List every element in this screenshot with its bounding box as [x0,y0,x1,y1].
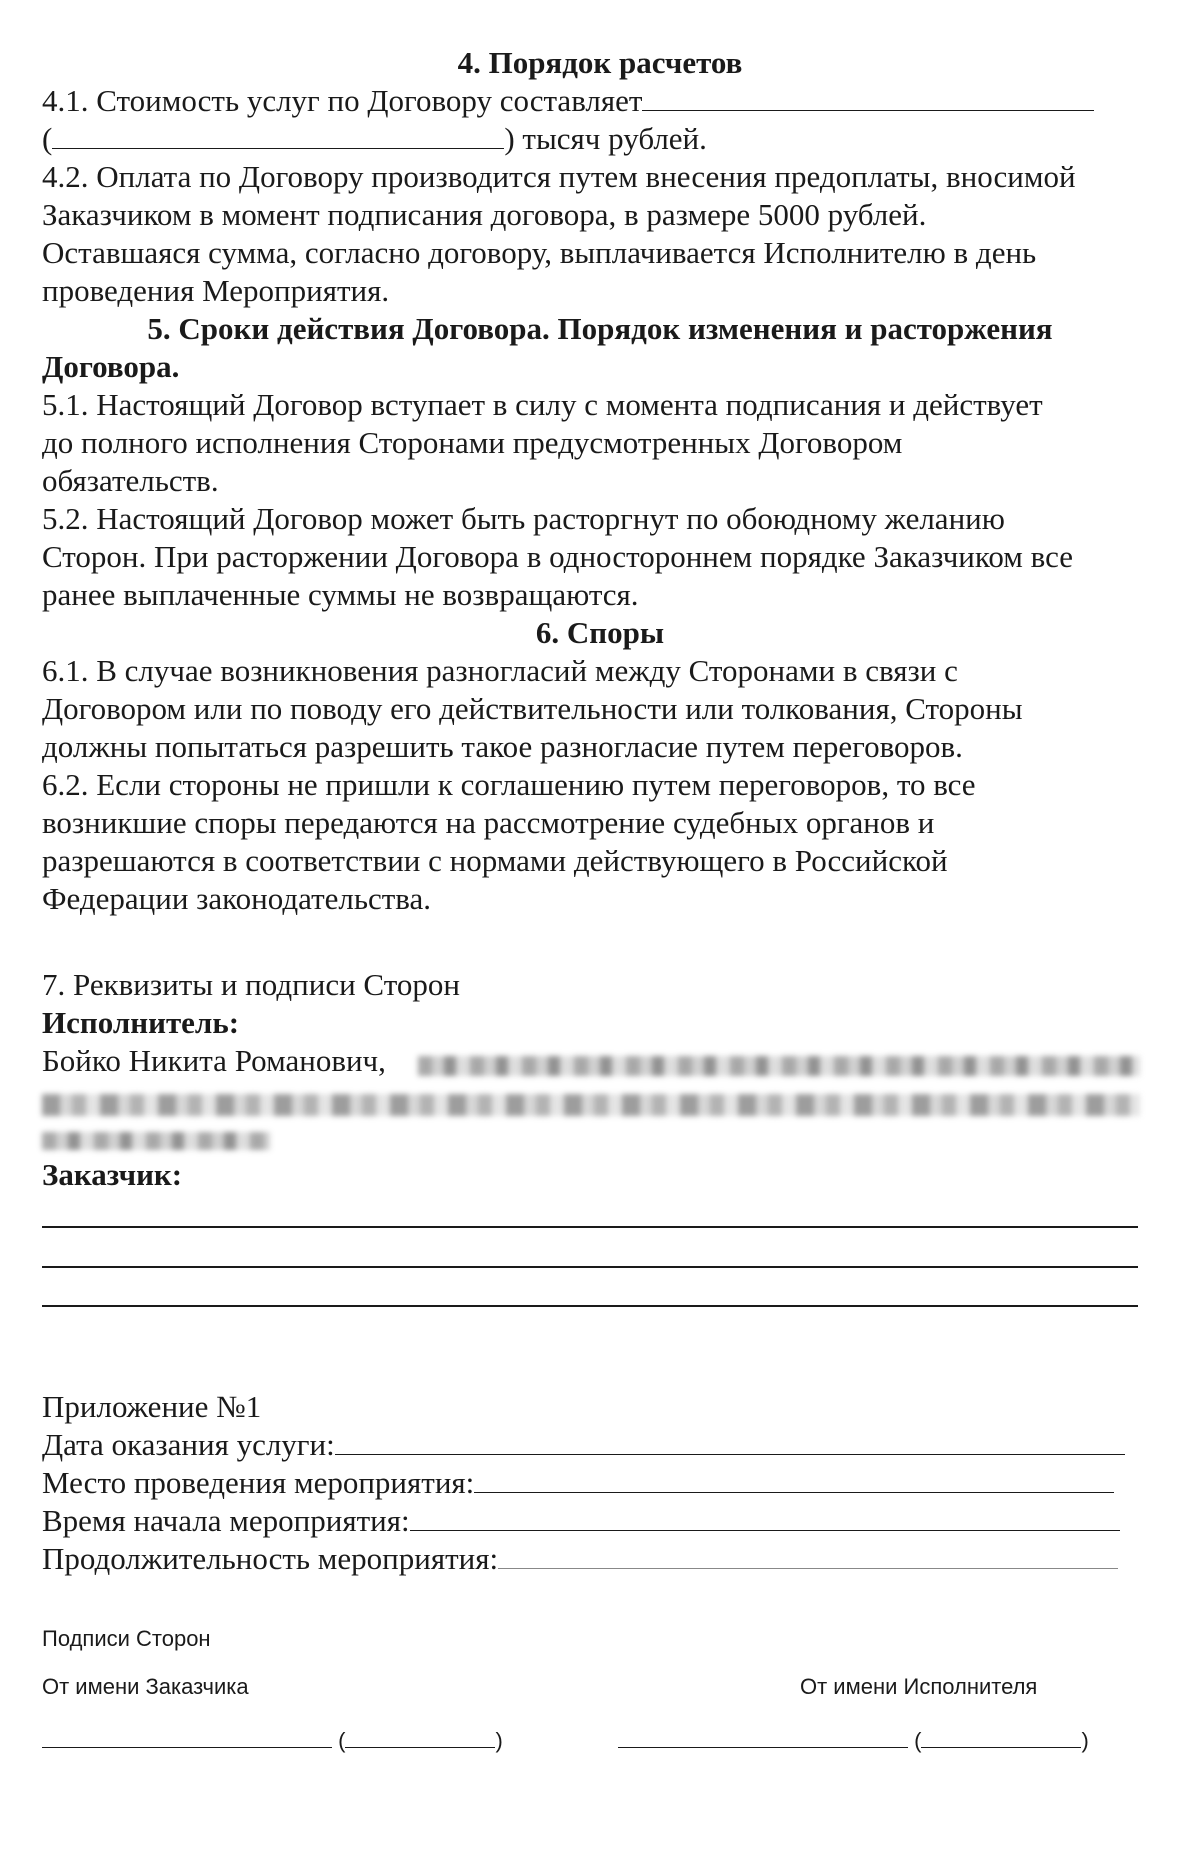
clause-4-2-line: проведения Мероприятия. [42,273,390,308]
clause-4-2-line: 4.2. Оплата по Договору производится путем внесения предоплаты, вносимой [42,159,1076,194]
clause-5-2-line: 5.2. Настоящий Договор может быть расторгнут по обоюдному желанию [42,501,1005,536]
open-paren: ( [42,121,53,156]
close-paren: ) [495,1728,503,1753]
open-paren: ( [914,1728,922,1753]
clause-4-1-text: 4.1. Стоимость услуг по Договору составляет [42,83,643,118]
event-start-blank[interactable] [410,1504,1120,1531]
clause-6-2-line: 6.2. Если стороны не пришли к соглашению путем переговоров, то все [42,767,976,802]
field-label: Продолжительность мероприятия: [42,1541,499,1576]
executor-signature-block [618,1722,1089,1760]
section-5-title: 5. Сроки действия Договора. Порядок изменения и расторжения [147,311,1053,346]
event-duration-blank[interactable] [498,1542,1118,1569]
appendix-field-time [42,1502,1120,1540]
executor-signature-line[interactable] [618,1727,908,1748]
open-paren: ( [338,1728,346,1753]
field-label: Время начала мероприятия: [42,1503,410,1538]
close-paren: ) [1081,1728,1089,1753]
appendix-field-date [42,1426,1125,1464]
clause-5-1-line: обязательств. [42,463,219,498]
section-4-title: 4. Порядок расчетов [457,45,743,80]
clause-6-1-line: 6.1. В случае возникновения разногласий между Сторонами в связи с [42,653,958,688]
field-label: Дата оказания услуги: [42,1427,335,1462]
clause-6-1-line: Договором или по поводу его действительности или толкования, Стороны [42,691,1023,726]
clause-5-1-line: 5.1. Настоящий Договор вступает в силу с момента подписания и действует [42,387,1043,422]
cost-amount-words-blank[interactable] [52,122,504,149]
executor-signature-label: От имени Исполнителя [800,1674,1038,1699]
clause-6-2-line: разрешаются в соответствии с нормами действующего в Российской [42,843,948,878]
customer-details-line[interactable] [42,1226,1138,1228]
signatures-title: Подписи Сторон [42,1626,211,1651]
executor-label: Исполнитель: [42,1005,240,1040]
section-7-title: 7. Реквизиты и подписи Сторон [42,967,460,1002]
clause-5-1-line: до полного исполнения Сторонами предусмотренных Договором [42,425,903,460]
customer-signature-line[interactable] [42,1727,332,1748]
thousand-rubles-text: ) тысяч рублей. [504,121,707,156]
appendix-field-place [42,1464,1114,1502]
appendix-title: Приложение №1 [42,1389,262,1424]
customer-label: Заказчик: [42,1157,183,1192]
section-5-title-cont: Договора. [42,349,180,384]
clause-6-2-line: Федерации законодательства. [42,881,432,916]
customer-signature-label: От имени Заказчика [42,1674,249,1699]
redacted-details [42,1094,1140,1116]
clause-4-2-line: Заказчиком в момент подписания договора, в размере 5000 рублей. [42,197,927,232]
clause-6-1-line: должны попытаться разрешить такое разногласие путем переговоров. [42,729,963,764]
clause-4-1-line [42,82,1094,120]
clause-5-2-line: Сторон. При расторжении Договора в одностороннем порядке Заказчиком все [42,539,1074,574]
redacted-details [42,1132,270,1150]
executor-name: Бойко Никита Романович, [42,1043,386,1078]
clause-6-2-line: возникшие споры передаются на рассмотрение судебных органов и [42,805,935,840]
service-date-blank[interactable] [335,1428,1125,1455]
event-place-blank[interactable] [474,1466,1114,1493]
cost-amount-blank[interactable] [642,84,1094,111]
customer-name-line[interactable] [345,1727,495,1748]
appendix-field-duration [42,1540,1118,1578]
customer-signature-block [42,1722,503,1760]
executor-name-line[interactable] [921,1727,1081,1748]
customer-details-line[interactable] [42,1305,1138,1307]
section-6-title: 6. Споры [535,615,665,650]
redacted-details [418,1056,1140,1076]
customer-details-line[interactable] [42,1266,1138,1268]
clause-4-1-amount-line [42,120,707,158]
clause-5-2-line: ранее выплаченные суммы не возвращаются. [42,577,639,612]
clause-4-2-line: Оставшаяся сумма, согласно договору, выплачивается Исполнителю в день [42,235,1037,270]
field-label: Место проведения мероприятия: [42,1465,475,1500]
